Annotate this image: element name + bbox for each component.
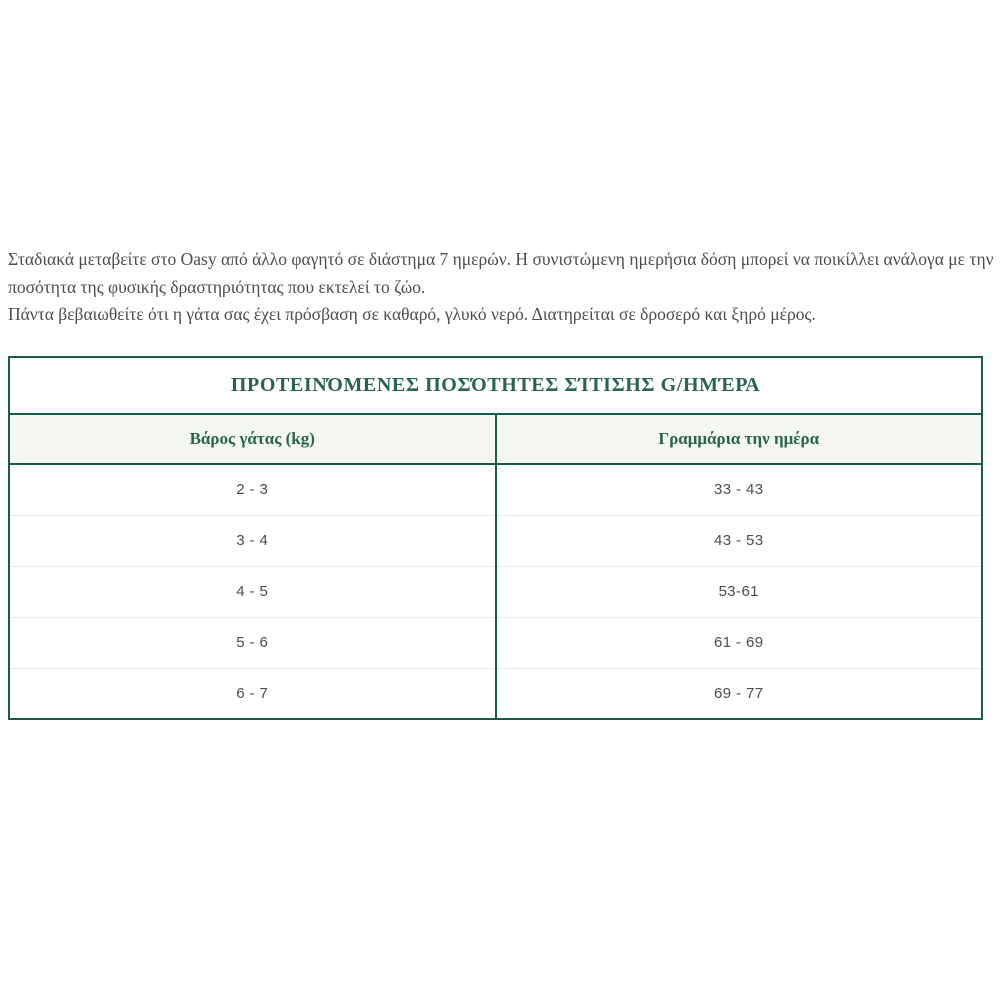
grams-range-cell: 33 - 43 [496, 464, 983, 515]
column-header-grams-per-day: Γραμμάρια την ημέρα [496, 414, 983, 464]
column-header-cat-weight: Βάρος γάτας (kg) [9, 414, 496, 464]
weight-range-cell: 3 - 4 [9, 515, 496, 566]
intro-paragraph-water-storage: Πάντα βεβαιωθείτε ότι η γάτα σας έχει πρόσβαση σε καθαρό, γλυκό νερό. Διατηρείται σε δροσερό και ξηρό μέρος. [8, 304, 816, 324]
table-row [9, 515, 982, 566]
table-row [9, 566, 982, 617]
feeding-instructions-text [8, 246, 994, 329]
weight-range-cell: 4 - 5 [9, 566, 496, 617]
grams-range-cell: 43 - 53 [496, 515, 983, 566]
table-row [9, 668, 982, 719]
grams-range-cell: 69 - 77 [496, 668, 983, 719]
table-row [9, 464, 982, 515]
grams-range-cell: 61 - 69 [496, 617, 983, 668]
table-header-row [9, 414, 982, 464]
weight-range-cell: 5 - 6 [9, 617, 496, 668]
grams-range-cell: 53-61 [496, 566, 983, 617]
table-row [9, 617, 982, 668]
table-title-row [9, 357, 982, 414]
intro-paragraph-transition: Σταδιακά μεταβείτε στο Oasy από άλλο φαγητό σε διάστημα 7 ημερών. Η συνιστώμενη ημερήσια δόση μπορεί να ποικίλλει ανάλογα με την ποσότητα της φυσικής δραστηριότητας που εκτελεί το ζώο. [8, 249, 994, 297]
table-title: ΠΡΟΤΕΙΝΌΜΕΝΕΣ ΠΟΣΌΤΗΤΕΣ ΣΊΤΙΣΗΣ G/ΗΜΈΡΑ [9, 357, 982, 414]
weight-range-cell: 6 - 7 [9, 668, 496, 719]
feeding-quantities-table [8, 356, 983, 720]
weight-range-cell: 2 - 3 [9, 464, 496, 515]
